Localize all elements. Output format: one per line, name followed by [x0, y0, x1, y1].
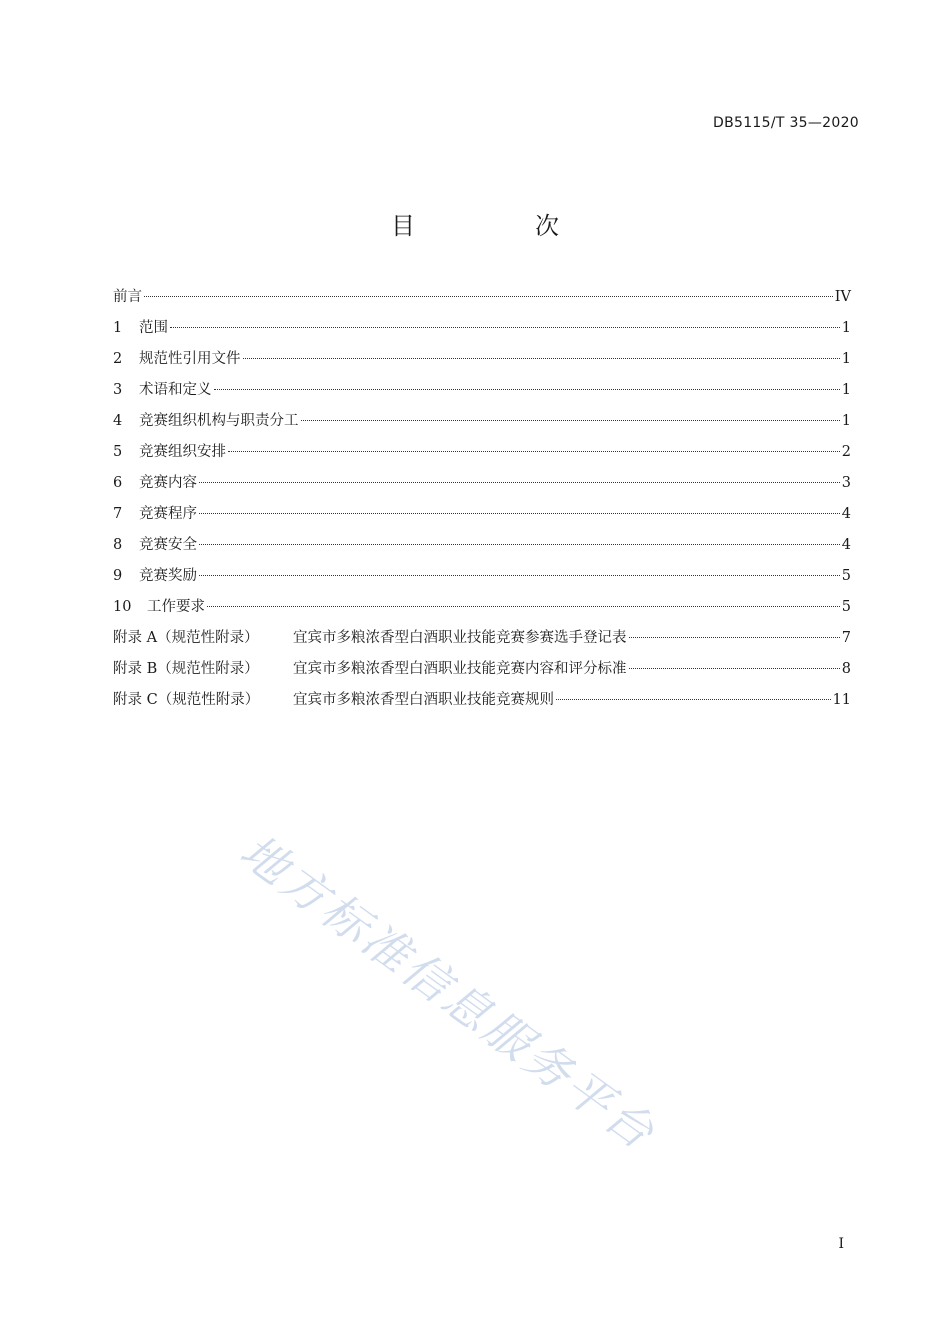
toc-entry-section[interactable]: [113, 313, 851, 344]
toc-entry-label: 规范性引用文件: [139, 351, 241, 367]
toc-leader-dots: [199, 544, 840, 545]
toc-leader-dots: [170, 327, 840, 328]
toc-entry-page: 5: [841, 599, 851, 615]
page-number: I: [838, 1236, 844, 1252]
toc-entry-label: 竞赛组织机构与职责分工: [139, 413, 299, 429]
toc-entry-number: 4: [113, 413, 123, 429]
toc-entry-number: 8: [113, 537, 123, 553]
toc-entry-page: 11: [832, 692, 851, 708]
toc-entry-label: 竞赛组织安排: [139, 444, 226, 460]
toc-entry-page: 4: [841, 506, 851, 522]
toc-entry-number: 6: [113, 475, 123, 491]
toc-entry-section[interactable]: [113, 592, 851, 623]
toc-entry-number: 3: [113, 382, 123, 398]
toc-entry-number: 5: [113, 444, 123, 460]
toc-leader-dots: [243, 358, 840, 359]
toc-entry-label: 工作要求: [147, 599, 205, 615]
toc-entry-label: 竞赛奖励: [139, 568, 197, 584]
toc-entry-label: 术语和定义: [139, 382, 212, 398]
toc-entry-section[interactable]: [113, 344, 851, 375]
toc-entry-page: 7: [841, 630, 851, 646]
toc-leader-dots: [207, 606, 840, 607]
toc-leader-dots: [199, 513, 840, 514]
table-of-contents: [113, 282, 851, 716]
toc-entry-preface[interactable]: [113, 282, 851, 313]
toc-entry-page: 2: [841, 444, 851, 460]
toc-entry-number: 7: [113, 506, 123, 522]
toc-entry-page: 3: [841, 475, 851, 491]
toc-entry-label: 范围: [139, 320, 168, 336]
toc-entry-number: 1: [113, 320, 123, 336]
toc-leader-dots: [301, 420, 840, 421]
toc-entry-page: 1: [841, 413, 851, 429]
toc-entry-page: 8: [841, 661, 851, 677]
document-code: DB5115/T 35—2020: [713, 115, 859, 131]
toc-leader-dots: [556, 699, 831, 700]
toc-entry-page: 1: [841, 351, 851, 367]
toc-entry-label: 竞赛安全: [139, 537, 197, 553]
watermark: 地方标准信息服务平台: [230, 823, 667, 1162]
toc-appendix-prefix: 附录 A（规范性附录）: [113, 630, 259, 646]
toc-leader-dots: [214, 389, 840, 390]
toc-appendix-prefix: 附录 B（规范性附录）: [113, 661, 259, 677]
toc-entry-number: 10: [113, 599, 132, 615]
toc-leader-dots: [629, 668, 840, 669]
toc-entry-page: 1: [841, 382, 851, 398]
page-title: 目 次: [391, 212, 607, 240]
toc-entry-page: IV: [834, 289, 851, 305]
toc-entry-number: 9: [113, 568, 123, 584]
toc-leader-dots: [228, 451, 840, 452]
toc-entry-label: 竞赛内容: [139, 475, 197, 491]
toc-entry-number: 2: [113, 351, 123, 367]
toc-entry-appendix[interactable]: [113, 623, 851, 654]
toc-entry-label: 宜宾市多粮浓香型白酒职业技能竞赛内容和评分标准: [293, 661, 627, 677]
toc-entry-label: 宜宾市多粮浓香型白酒职业技能竞赛参赛选手登记表: [293, 630, 627, 646]
toc-entry-section[interactable]: [113, 530, 851, 561]
toc-entry-appendix[interactable]: [113, 654, 851, 685]
toc-entry-label: 前言: [113, 289, 142, 305]
toc-entry-section[interactable]: [113, 406, 851, 437]
toc-entry-label: 竞赛程序: [139, 506, 197, 522]
toc-entry-label: 宜宾市多粮浓香型白酒职业技能竞赛规则: [293, 692, 554, 708]
toc-entry-section[interactable]: [113, 468, 851, 499]
toc-leader-dots: [629, 637, 840, 638]
toc-entry-section[interactable]: [113, 499, 851, 530]
toc-entry-page: 1: [841, 320, 851, 336]
toc-entry-appendix[interactable]: [113, 685, 851, 716]
toc-entry-page: 4: [841, 537, 851, 553]
toc-entry-page: 5: [841, 568, 851, 584]
toc-leader-dots: [199, 482, 840, 483]
toc-leader-dots: [144, 296, 833, 297]
toc-leader-dots: [199, 575, 840, 576]
toc-entry-section[interactable]: [113, 375, 851, 406]
toc-entry-section[interactable]: [113, 437, 851, 468]
toc-appendix-prefix: 附录 C（规范性附录）: [113, 692, 260, 708]
toc-entry-section[interactable]: [113, 561, 851, 592]
